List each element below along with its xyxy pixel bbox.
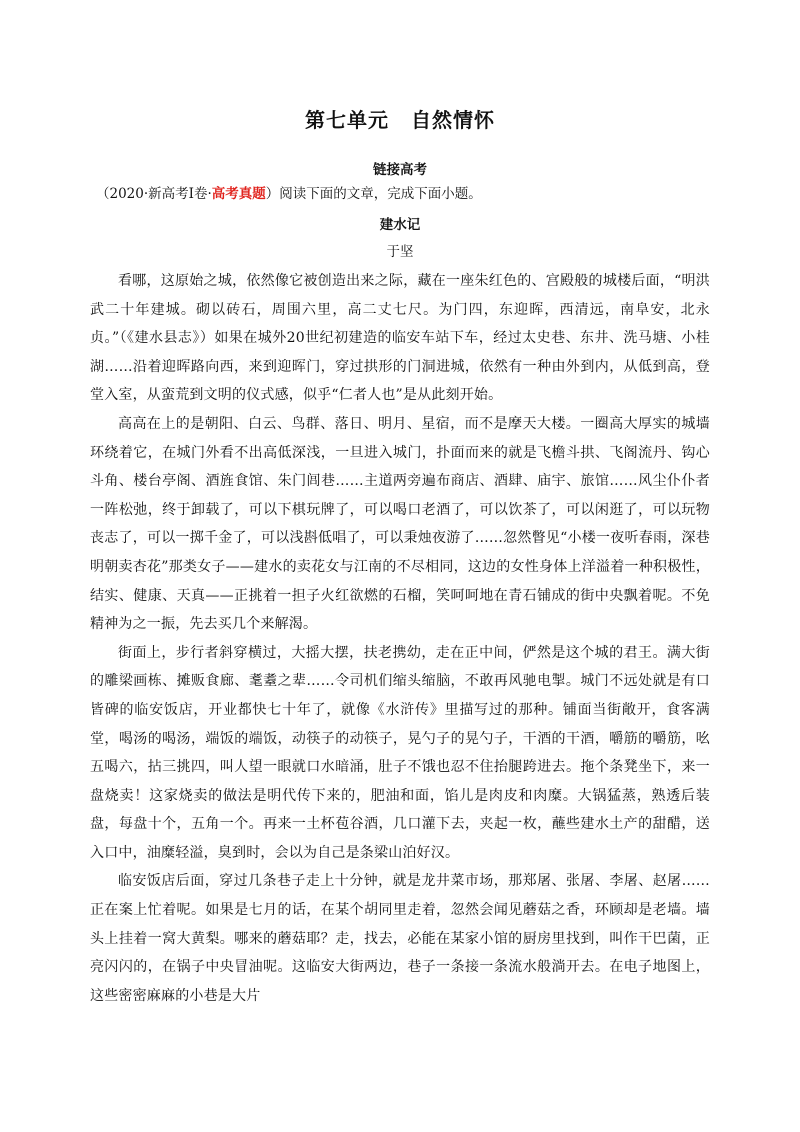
essay-title: 建水记: [379, 217, 421, 233]
essay-author: 于坚: [386, 244, 414, 260]
unit-number: 第七单元: [305, 108, 389, 132]
unit-title: [0, 104, 800, 133]
essay-paragraph: 临安饭店后面，穿过几条巷子走上十分钟，就是龙井菜市场，那郑屠、张屠、李屠、赵屠……正在案上忙着呢。如果是七月的话，在某个胡同里走着，忽然会闻见蘑菇之香，环顾却是老墙。墙头上挂着一窝大黄梨。哪来的蘑菇耶？走，找去，必能在某家小馆的厨房里找到，叫作干巴菌，正亮闪闪的，在锅子中央冒油呢。这临安大街两边，巷子一条接一条流水般淌开去。在电子地图上，这些密密麻麻的小巷是大片: [90, 873, 710, 1004]
instruction-source: （2020·新高考Ⅰ卷·: [96, 186, 212, 202]
essay-paragraph: 看哪，这原始之城，依然像它被创造出来之际，藏在一座朱红色的、宫殿般的城楼后面，“明洪武二十年建城。砌以砖石，周围六里，高二丈七尺。为门四，东迎晖，西清远，南阜安，北永贞。”（《建水县志》）如果在城外20世纪初建造的临安车站下车，经过太史巷、东井、洗马塘、小桂湖……沿着迎晖路向西，来到迎晖门，穿过拱形的门洞进城，依然有一种由外到内，从低到高，登堂入室，从蛮荒到文明的仪式感，似乎“仁者人也”是从此刻开始。: [90, 273, 710, 404]
question-instruction: [96, 184, 716, 204]
essay-body: [90, 267, 710, 1010]
instruction-text: ）阅读下面的文章，完成下面小题。: [265, 186, 482, 202]
unit-theme: 自然情怀: [411, 108, 495, 132]
instruction-highlight: 高考真题: [211, 186, 266, 202]
essay-paragraph: 高高在上的是朝阳、白云、鸟群、落日、明月、星宿，而不是摩天大楼。一圈高大厚实的城墙环绕着它，在城门外看不出高低深浅，一旦进入城门，扑面而来的就是飞檐斗拱、飞阁流丹、钩心斗角、楼台亭阁、酒旌食馆、朱门闾巷……主道两旁遍布商店、酒肆、庙宇、旅馆……风尘仆仆者一阵松弛，终于卸载了，可以下棋玩牌了，可以喝口老酒了，可以饮茶了，可以闲逛了，可以玩物丧志了，可以一掷千金了，可以浅斟低唱了，可以秉烛夜游了……忽然瞥见“小楼一夜听春雨，深巷明朝卖杏花”那类女子——建水的卖花女与江南的不尽相同，这边的女性身体上洋溢着一种积极性，结实、健康、天真——正挑着一担子火红欲燃的石榴，笑呵呵地在青石铺成的街中央飘着呢。不免精神为之一振，先去买几个来解渴。: [90, 415, 710, 633]
section-title: 链接高考: [373, 162, 427, 178]
essay-paragraph: 街面上，步行者斜穿横过，大摇大摆，扶老携幼，走在正中间，俨然是这个城的君王。满大街的雕梁画栋、摊贩食廊、耄耋之辈……令司机们缩头缩脑，不敢再风驰电掣。城门不远处就是有口皆碑的临安饭店，开业都快七十年了，就像《水浒传》里描写过的那种。铺面当街敞开，食客满堂，喝汤的喝汤，端饭的端饭，动筷子的动筷子，晃勺子的晃勺子，干酒的干酒，嚼筋的嚼筋，吆五喝六，拈三挑四，叫人望一眼就口水暗涌，肚子不饿也忍不住抬腿跨进去。拖个条凳坐下，来一盘烧卖！这家烧卖的做法是明代传下来的，肥油和面，馅儿是肉皮和肉糜。大锅猛蒸，熟透后装盘，每盘十个，五角一个。再来一土杯苞谷酒，几口灌下去，夹起一枚，蘸些建水土产的甜醋，送入口中，油糜轻溢，臭到时，会以为自己是条梁山泊好汉。: [90, 644, 710, 861]
